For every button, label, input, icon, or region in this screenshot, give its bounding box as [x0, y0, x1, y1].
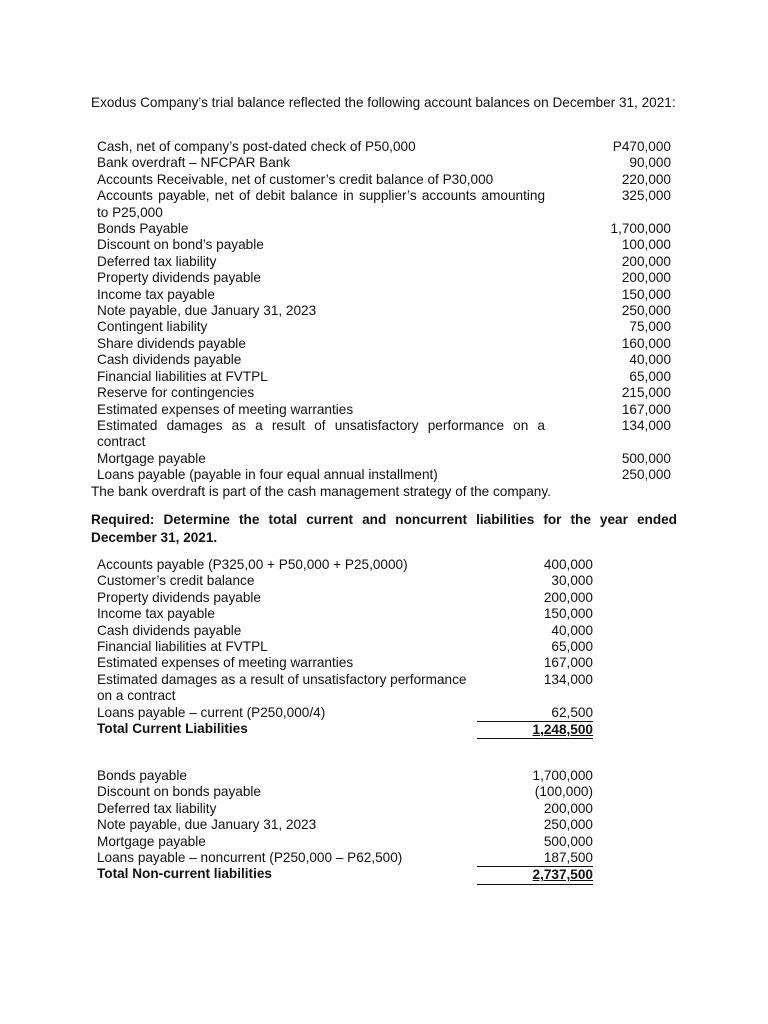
noncurrent-liability-row	[97, 850, 593, 866]
trial-balance-row	[97, 221, 671, 237]
trial-balance-list	[97, 139, 671, 484]
trial-balance-amount: 150,000	[621, 286, 671, 302]
liability-amount: 150,000	[543, 606, 593, 622]
trial-balance-desc: Cash dividends payable	[97, 352, 242, 368]
liability-amount: 1,700,000	[532, 768, 593, 783]
liability-amount: (100,000)	[534, 784, 593, 800]
trial-balance-amount: P470,000	[612, 139, 671, 154]
liability-amount: 200,000	[543, 800, 593, 816]
liability-desc: Loans payable – noncurrent (P250,000 – P62,500)	[97, 850, 403, 866]
liability-amount: 250,000	[543, 817, 593, 833]
current-liability-row	[97, 590, 593, 606]
liability-desc: Customer’s credit balance	[97, 573, 255, 589]
trial-balance-desc: Note payable, due January 31, 2023	[97, 303, 317, 319]
trial-balance-amount: 325,000	[621, 188, 671, 204]
trial-balance-row	[97, 336, 671, 352]
noncurrent-liability-row	[97, 834, 593, 850]
trial-balance-amount: 1,700,000	[610, 221, 671, 237]
trial-balance-desc: Accounts payable, net of debit balance in supplier’s accounts amounting to P25,000	[97, 188, 545, 220]
trial-balance-amount: 40,000	[629, 352, 671, 368]
liability-amount: 500,000	[543, 833, 593, 849]
trial-balance-amount: 500,000	[621, 450, 671, 466]
trial-balance-row	[97, 254, 671, 270]
trial-balance-row	[97, 369, 671, 385]
trial-balance-desc: Estimated damages as a result of unsatisfactory performance on a contract	[97, 417, 545, 450]
required-heading: Required: Determine the total current and noncurrent liabilities for the year ended December 31, 2021.	[91, 512, 677, 545]
noncurrent-liability-row	[97, 801, 593, 817]
trial-balance-row	[97, 270, 671, 286]
liability-amount: 134,000	[543, 671, 593, 687]
noncurrent-liability-row	[97, 768, 593, 784]
trial-balance-row	[97, 402, 671, 418]
trial-balance-desc: Accounts Receivable, net of customer’s credit balance of P30,000	[97, 171, 494, 187]
liability-desc: Loans payable – current (P250,000/4)	[97, 704, 326, 720]
trial-balance-row	[97, 139, 671, 155]
liability-desc: Estimated damages as a result of unsatisfactory performance on a contract	[97, 671, 467, 704]
trial-balance-amount: 220,000	[621, 171, 671, 187]
total-current-label: Total Current Liabilities	[97, 721, 248, 737]
trial-balance-row	[97, 467, 671, 483]
trial-balance-amount: 100,000	[621, 237, 671, 253]
trial-balance-desc: Bank overdraft – NFCPAR Bank	[97, 155, 291, 171]
noncurrent-liabilities-schedule	[97, 768, 593, 885]
current-liability-row	[97, 623, 593, 639]
trial-balance-row	[97, 385, 671, 401]
trial-balance-desc: Financial liabilities at FVTPL	[97, 368, 268, 384]
liability-desc: Discount on bonds payable	[97, 784, 261, 800]
trial-balance-row	[97, 352, 671, 368]
trial-balance-desc: Contingent liability	[97, 319, 208, 335]
trial-balance-row	[97, 172, 671, 188]
trial-balance-amount: 200,000	[621, 270, 671, 286]
liability-amount: 167,000	[543, 655, 593, 671]
liability-desc: Income tax payable	[97, 606, 215, 622]
liability-amount: 65,000	[551, 639, 593, 655]
trial-balance-desc: Mortgage payable	[97, 450, 206, 466]
liability-desc: Mortgage payable	[97, 833, 206, 849]
current-liability-row	[97, 573, 593, 589]
liability-amount: 200,000	[543, 589, 593, 605]
noncurrent-liability-row	[97, 784, 593, 800]
total-current-amount: 1,248,500	[477, 721, 593, 739]
trial-balance-amount: 215,000	[621, 385, 671, 401]
liability-desc: Cash dividends payable	[97, 622, 242, 638]
trial-balance-desc: Estimated expenses of meeting warranties	[97, 401, 354, 417]
trial-balance-amount: 160,000	[621, 335, 671, 351]
liability-amount: 62,500	[551, 704, 593, 720]
trial-balance-desc: Property dividends payable	[97, 270, 261, 286]
total-noncurrent-liabilities-row	[97, 866, 593, 884]
trial-balance-row	[97, 287, 671, 303]
trial-balance-row	[97, 418, 671, 451]
current-liability-row	[97, 557, 593, 573]
current-liability-row	[97, 672, 593, 705]
liability-desc: Estimated expenses of meeting warranties	[97, 655, 354, 671]
trial-balance-desc: Deferred tax liability	[97, 253, 217, 269]
trial-balance-row	[97, 188, 671, 221]
liability-amount: 30,000	[551, 573, 593, 589]
trial-balance-amount: 250,000	[621, 303, 671, 319]
current-liability-row	[97, 705, 593, 721]
trial-balance-row	[97, 237, 671, 253]
current-liability-row	[97, 655, 593, 671]
trial-balance-row	[97, 303, 671, 319]
trial-balance-amount: 75,000	[629, 319, 671, 335]
trial-balance-amount: 250,000	[621, 467, 671, 483]
liability-desc: Financial liabilities at FVTPL	[97, 639, 268, 655]
trial-balance-desc: Reserve for contingencies	[97, 385, 255, 401]
noncurrent-liability-row	[97, 817, 593, 833]
liability-amount: 40,000	[551, 622, 593, 638]
liability-desc: Accounts payable (P325,00 + P50,000 + P25,0000)	[97, 557, 408, 572]
current-liability-row	[97, 639, 593, 655]
total-current-liabilities-row	[97, 721, 593, 739]
trial-balance-desc: Discount on bond’s payable	[97, 237, 264, 253]
liability-desc: Note payable, due January 31, 2023	[97, 817, 317, 833]
trial-balance-row	[97, 319, 671, 335]
total-noncurrent-label: Total Non-current liabilities	[97, 866, 272, 882]
current-liability-row	[97, 606, 593, 622]
trial-balance-desc: Bonds Payable	[97, 221, 189, 237]
liability-desc: Bonds payable	[97, 768, 187, 783]
trial-balance-amount: 65,000	[629, 368, 671, 384]
liability-desc: Deferred tax liability	[97, 800, 217, 816]
trial-balance-amount: 200,000	[621, 253, 671, 269]
intro-paragraph: Exodus Company’s trial balance reflected the following account balances on December 31, 2021:	[91, 95, 676, 110]
trial-balance-desc: Share dividends payable	[97, 335, 246, 351]
trial-balance-amount: 167,000	[621, 401, 671, 417]
trial-balance-amount: 134,000	[621, 417, 671, 433]
trial-balance-desc: Loans payable (payable in four equal annual installment)	[97, 467, 438, 483]
liability-amount: 187,500	[543, 850, 593, 866]
trial-balance-row	[97, 451, 671, 467]
trial-balance-desc: Income tax payable	[97, 286, 215, 302]
trial-balance-desc: Cash, net of company’s post-dated check of P50,000	[97, 139, 416, 154]
total-noncurrent-amount: 2,737,500	[477, 866, 593, 884]
liability-desc: Property dividends payable	[97, 589, 261, 605]
current-liabilities-schedule	[97, 557, 593, 739]
liability-amount: 400,000	[543, 557, 593, 572]
trial-balance-amount: 90,000	[629, 155, 671, 171]
trial-balance-row	[97, 155, 671, 171]
bank-overdraft-note: The bank overdraft is part of the cash management strategy of the company.	[91, 484, 551, 499]
